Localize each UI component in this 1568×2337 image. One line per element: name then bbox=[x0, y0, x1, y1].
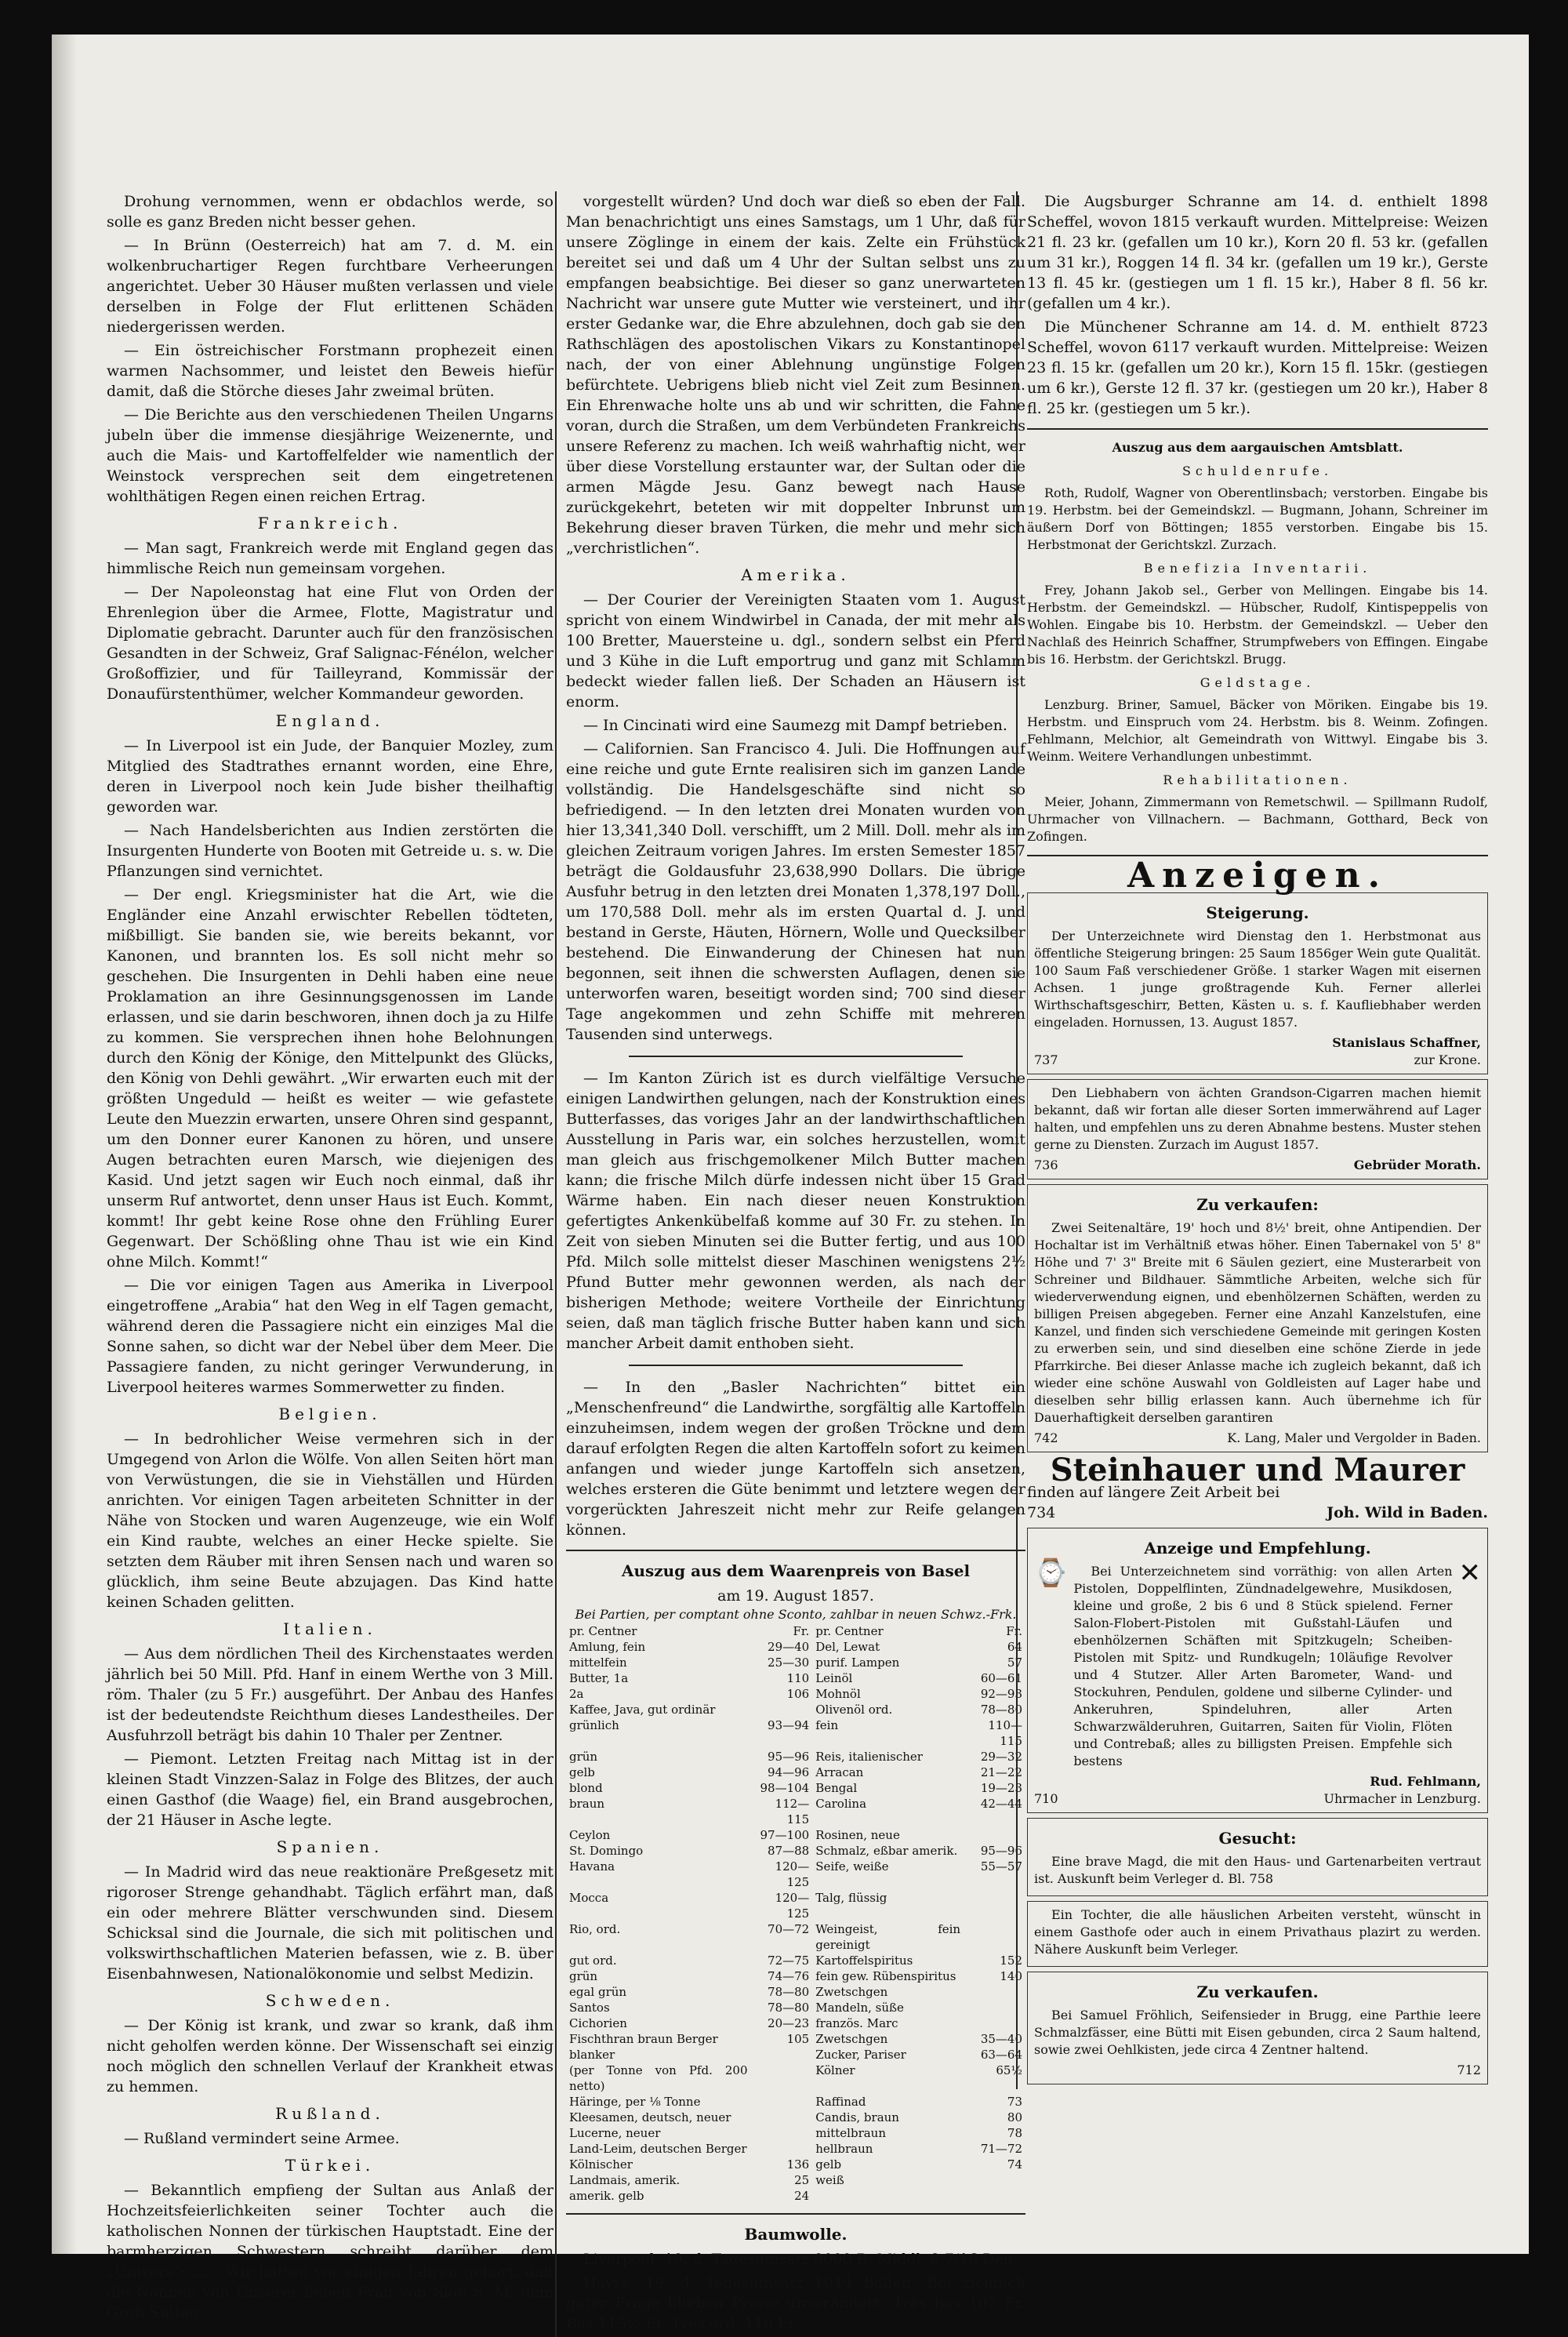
price-row bbox=[566, 1765, 1025, 1780]
price-row bbox=[566, 2047, 1025, 2063]
price-row bbox=[566, 2031, 1025, 2047]
article-paragraph: — In Brünn (Oesterreich) hat am 7. d. M. ein wolkenbruchartiger Regen furchtbare Verheerungen angerichtet. Ueber 30 Häuser mußten verlassen und viele derselben in Folge der Flut erlittenen Schäden niedergerissen werden. bbox=[107, 237, 554, 336]
price-row bbox=[566, 1827, 1025, 1843]
price-cell: weiß bbox=[815, 2173, 844, 2187]
price-table-body bbox=[566, 1639, 1025, 2204]
price-cell: Landmais, amerik. bbox=[569, 2173, 681, 2187]
price-cell: 71—72 bbox=[980, 2142, 1022, 2156]
price-cell: 78—80 bbox=[768, 1985, 810, 1999]
price-cell: 95—96 bbox=[768, 1750, 810, 1764]
price-cell: 64 bbox=[1007, 1640, 1022, 1654]
price-cell: 42—44 bbox=[980, 1797, 1022, 1811]
price-cell: 112—115 bbox=[775, 1797, 810, 1826]
price-cell: 78 bbox=[1007, 2126, 1022, 2140]
clock-icon: ⌚ bbox=[1034, 1557, 1068, 1589]
price-cell: Seife, weiße bbox=[815, 1859, 889, 1874]
price-row bbox=[566, 1968, 1025, 1984]
price-row bbox=[566, 1749, 1025, 1765]
price-cell: 97—100 bbox=[760, 1828, 810, 1842]
price-row bbox=[566, 2188, 1025, 2204]
price-cell: Zwetschgen bbox=[815, 1985, 888, 1999]
price-cell: Cichorien bbox=[569, 2016, 627, 2030]
price-cell: Santos bbox=[569, 2001, 610, 2015]
article-paragraph: — Ein östreichischer Forstmann prophezeit einen warmen Nachsommer, und leistet den Beweis hiefür damit, daß die Störche dieses Jahr zweimal brüten. bbox=[107, 342, 554, 400]
ad-number: 734 bbox=[1027, 1504, 1056, 1521]
section-heading-italien: Italien. bbox=[283, 1619, 377, 1638]
article-paragraph: — Die Berichte aus den verschiedenen Theilen Ungarns jubeln über die immense diesjährige Weizenernte, und auch die Mais- und Kartoffelfelder wie namentlich der Weinstock versprechen seit dem eingetretenen wohlthätigen Regen einen reichen Ertrag. bbox=[107, 406, 554, 505]
ad-title: Zu verkaufen: bbox=[1196, 1195, 1319, 1214]
ad-title: Gesucht: bbox=[1218, 1829, 1297, 1848]
price-row bbox=[566, 2172, 1025, 2188]
price-cell: 152 bbox=[1000, 1954, 1022, 1968]
notice-text: Frey, Johann Jakob sel., Gerber von Mellingen. Eingabe bis 14. Herbstm. der Gemeindskzl. — Hübscher, Rudolf, Kintispeppelis von Wohlen. Eingabe bis 10. Herbstm. der Gemeindskzl. — Ueber den Nachlaß des Heinrich Schaffner, Strumpfwebers von Effingen. Eingabe bis 16. Herbstm. der Gerichtskzl. Brugg. bbox=[1027, 583, 1488, 667]
price-cell bbox=[964, 2188, 1025, 2204]
price-cell: Rosinen, neue bbox=[815, 1828, 900, 1842]
price-cell: Mohnöl bbox=[815, 1687, 861, 1701]
price-cell: Land-Leim, deutschen Berger bbox=[569, 2142, 747, 2156]
price-cell: 78—80 bbox=[768, 2001, 810, 2015]
price-cell: Olivenöl ord. bbox=[815, 1703, 893, 1717]
section-heading-amerika: Amerika. bbox=[741, 565, 851, 584]
price-cell: 19—23 bbox=[980, 1781, 1022, 1795]
price-cell: braun bbox=[569, 1797, 605, 1811]
article-paragraph: — Nach Handelsberichten aus Indien zerstörten die Insurgenten Hunderte von Booten mit Getreide u. s. w. Die Pflanzungen sind vernichtet. bbox=[107, 822, 554, 880]
price-cell: Weingeist, fein gereinigt bbox=[815, 1922, 961, 1952]
price-cell: Mandeln, süße bbox=[815, 2001, 904, 2015]
ad-steigerung bbox=[1027, 892, 1488, 1074]
price-cell: Mocca bbox=[569, 1891, 609, 1905]
newspaper-page bbox=[52, 35, 1529, 2332]
price-cell: 29—40 bbox=[768, 1640, 810, 1654]
price-row bbox=[566, 1890, 1025, 1921]
subheading-rehabilitationen: Rehabilitationen. bbox=[1163, 772, 1352, 787]
market-report: Die Augsburger Schranne am 14. d. enthielt 1898 Scheffel, wovon 1815 verkauft wurden. Mittelpreise: Weizen 21 fl. 23 kr. (gefallen um 10 kr.), Korn 20 fl. 53 kr. (gefallen um 31 kr.), Roggen 14 fl. 34 kr. (gefallen um 19 kr.), Gerste 13 fl. 45 kr. (gestiegen um 1 fl. 15 kr.), Haber 8 fl. 56 kr. (gefallen um 4 kr.). bbox=[1027, 193, 1488, 312]
header-cell: Fr. bbox=[1006, 1624, 1022, 1638]
price-row bbox=[566, 1780, 1025, 1796]
price-cell: Carolina bbox=[815, 1797, 867, 1811]
price-cell: Talg, flüssig bbox=[815, 1891, 887, 1905]
anzeigen-heading: Anzeigen. bbox=[1127, 856, 1388, 896]
price-row bbox=[566, 1984, 1025, 2000]
price-cell: Kartoffelspiritus bbox=[815, 1954, 913, 1968]
section-heading-schweden: Schweden. bbox=[265, 1991, 395, 2010]
ad-signature: Joh. Wild in Baden. bbox=[1327, 1504, 1488, 1521]
article-paragraph: — Die vor einigen Tagen aus Amerika in Liverpool eingetroffene „Arabia“ hat den Weg in elf Tagen gemacht, während deren die Passagiere nicht ein einziges Mal die Sonne sahen, so dicht war der Nebel über dem Meer. Die Passagiere fanden, zu nicht geringer Verwunderung, in Liverpool heiteres warmes Sommerwetter zu finden. bbox=[107, 1277, 554, 1396]
price-cell: fein bbox=[815, 1718, 839, 1732]
ad-title: Steigerung. bbox=[1206, 903, 1309, 922]
section-heading-spanien: Spanien. bbox=[276, 1837, 384, 1856]
price-cell: 93—94 bbox=[768, 1718, 810, 1732]
price-cell: egal grün bbox=[569, 1985, 627, 1999]
ad-signature: Stanislaus Schaffner, bbox=[1332, 1035, 1481, 1050]
price-row bbox=[566, 1953, 1025, 1968]
ad-signature: Rud. Fehlmann, bbox=[1370, 1774, 1481, 1789]
ad-text: Ein Tochter, die alle häuslichen Arbeiten versteht, wünscht in einem Gasthofe oder auch in einem Privathaus plazirt zu werden. Nähere Auskunft beim Verleger. bbox=[1034, 1907, 1481, 1957]
divider bbox=[566, 1550, 1025, 1551]
subheading-benefizia: Benefizia Inventarii. bbox=[1143, 561, 1372, 576]
ad-text: Eine brave Magd, die mit den Haus- und Gartenarbeiten vertraut ist. Auskunft beim Verleger d. Bl. 758 bbox=[1034, 1854, 1481, 1886]
ad-title: Zu verkaufen. bbox=[1196, 1983, 1319, 2001]
price-cell: 74 bbox=[1007, 2157, 1022, 2172]
price-cell: Kölner bbox=[815, 2063, 855, 2077]
page-fold-shadow bbox=[52, 35, 77, 2254]
price-table bbox=[566, 1623, 1025, 2204]
ad-number: 737 bbox=[1034, 1052, 1058, 1067]
divider bbox=[566, 2213, 1025, 2215]
price-cell: Raffinad bbox=[815, 2095, 866, 2109]
price-list-subtitle: Bei Partien, per comptant ohne Sconto, zahlbar in neuen Schwz.-Frk. bbox=[575, 1607, 1017, 1622]
ad-text: Den Liebhabern von ächten Grandson-Cigarren machen hiemit bekannt, daß wir fortan alle dieser Sorten immerwährend auf Lager halten, und empfehlen uns zu deren Abnahme bestens. Muster stehen gerne zu Diensten. Zurzach im August 1857. bbox=[1034, 1085, 1481, 1152]
article-paragraph: — Californien. San Francisco 4. Juli. Die Hoffnungen auf eine reiche und gute Ernte realisiren sich im ganzen Lande vollständig. Die Handelsgeschäfte sind nicht so befriedigend. — In den letzten drei Monaten wurden von hier 13,341,340 Doll. verschifft, um 2 Mill. Doll. mehr als im gleichen Zeitraum vorigen Jahres. Im ersten Semester 1857 beträgt die Goldausfuhr 23,638,990 Dollars. Die übrige Ausfuhr betrug in den letzten drei Monaten 1,378,197 Doll., um 170,588 Doll. mehr als im ersten Quartal d. J. und bestand in Gerste, Häuten, Hörnern, Wolle und Quecksilber bestehend. Die Einwanderung der Chinesen hat nun begonnen, seit ihnen die schwersten Auflagen, denen sie unterworfen waren, beseitigt worden sind; 700 sind dieser Tage angekommen und zehn Schiffe mit mehreren Tausenden sind unterwegs. bbox=[566, 740, 1025, 1043]
article-paragraph: — In den „Basler Nachrichten“ bittet ein „Menschenfreund“ die Landwirthe, sorgfältig alle Kartoffeln einzuheimsen, indem wegen der großen Tröckne und dem darauf erfolgten Regen die alten Kartoffeln sofort zu keimen anfangen und wieder junge Kartoffeln sich ansetzen, welches ersteren die Güte benimmt und letztere wegen der vorgerückten Jahreszeit nicht mehr zur Reife gelangen können. bbox=[566, 1379, 1025, 1539]
price-cell: Amlung, fein bbox=[569, 1640, 646, 1654]
price-cell: 63—64 bbox=[980, 2048, 1022, 2062]
price-cell: gelb bbox=[815, 2157, 842, 2172]
price-cell: Lucerne, neuer bbox=[569, 2126, 661, 2140]
price-row bbox=[566, 2015, 1025, 2031]
divider bbox=[1027, 428, 1488, 430]
price-cell: 25 bbox=[794, 2173, 810, 2187]
price-cell: 120—125 bbox=[775, 1891, 810, 1921]
price-cell: 106 bbox=[786, 1687, 810, 1701]
subheading-schuldenrufe: Schuldenrufe. bbox=[1181, 463, 1334, 478]
section-heading-england: England. bbox=[275, 711, 385, 730]
ad-signature: K. Lang, Maler und Vergolder in Baden. bbox=[1227, 1430, 1481, 1445]
ad-signature: Gebrüder Morath. bbox=[1353, 1158, 1481, 1172]
price-cell: 57 bbox=[1007, 1656, 1022, 1670]
article-paragraph: — In Liverpool ist ein Jude, der Banquier Mozley, zum Mitglied des Stadtrathes ernannt worden, eine Ehre, deren in Liverpool noch kein Jude bisher theilhaftig geworden war. bbox=[107, 737, 554, 816]
price-cell: 73 bbox=[1007, 2095, 1022, 2109]
price-cell bbox=[751, 2047, 813, 2063]
price-cell: Candis, braun bbox=[815, 2110, 899, 2124]
price-row bbox=[566, 1921, 1025, 1953]
ad-footer bbox=[1034, 1790, 1481, 1808]
ad-tochter bbox=[1027, 1901, 1488, 1967]
ad-froehlich bbox=[1027, 1972, 1488, 2084]
price-row bbox=[566, 1670, 1025, 1686]
ad-number: 710 bbox=[1034, 1791, 1058, 1806]
price-cell: purif. Lampen bbox=[815, 1656, 900, 1670]
notice-text: Roth, Rudolf, Wagner von Oberentlinsbach; verstorben. Eingabe bis 19. Herbstm. bei der Gemeindskzl. — Bugmann, Johann, Schreiner im äußern Dorf von Böttingen; 1855 verstorben. Eingabe bis 15. Herbstmonat der Gerichtskzl. Zurzach. bbox=[1027, 485, 1488, 552]
price-cell: 136 bbox=[786, 2157, 810, 2172]
price-cell: Häringe, per ⅛ Tonne bbox=[569, 2095, 701, 2109]
price-cell: 70—72 bbox=[768, 1922, 810, 1936]
price-cell: Leinöl bbox=[815, 1671, 853, 1685]
price-cell: Rio, ord. bbox=[569, 1922, 621, 1936]
price-cell: Havana bbox=[569, 1859, 615, 1874]
ad-steinhauer-title: Steinhauer und Maurer bbox=[1050, 1452, 1465, 1488]
price-cell: 20—23 bbox=[768, 2016, 810, 2030]
price-cell: gelb bbox=[569, 1765, 595, 1779]
article-paragraph: vorgestellt würden? Und doch war dieß so eben der Fall. Man benachrichtigt uns eines Samstags, um 1 Uhr, daß für unsere Zöglinge in einem der kais. Zelte ein Frühstück bereitet sei und daß um 4 Uhr der Sultan selbst uns zu empfangen beabsichtige. Bei dieser so ganz unerwarteten Nachricht war unsere gute Mutter wie versteinert, und ihr erster Gedanke war, die Ehre abzulehnen, doch gab sie den Rathschlägen des apostolischen Vikars zu Konstantinopel nach, der von einer Ablehnung ungünstige Folgen befürchtete. Uebrigens blieb nicht viel Zeit zum Besinnen. Ein Ehrenwache holte uns ab und wir schritten, die Fahne voran, durch die Straßen, um dem Verbündeten Frankreichs unsere Referenz zu machen. Ich weiß wahrhaftig nicht, wer über diese Vorstellung erstaunter war, der Sultan oder die armen Mägde Jesu. Ganz bewegt nach Hause zurückgekehrt, beteten wir mit doppelter Inbrunst um Bekehrung dieser braven Türken, die mehr und mehr sich „verchristlichen“. bbox=[566, 193, 1025, 557]
price-cell: mittelfein bbox=[569, 1656, 627, 1670]
price-row bbox=[566, 2000, 1025, 2015]
header-cell: pr. Centner bbox=[815, 1624, 884, 1638]
ad-text: Bei Samuel Fröhlich, Seifensieder in Brugg, eine Parthie leere Schmalzfässer, eine Bütti mit Eisen gebunden, circa 2 Saum haltend, sowie zwei Oehlkisten, jede circa 4 Zentner haltend. bbox=[1034, 2008, 1481, 2057]
price-cell: Ceylon bbox=[569, 1828, 611, 1842]
price-cell: Kaffee, Java, gut ordinär bbox=[569, 1703, 716, 1717]
price-cell: 74—76 bbox=[768, 1969, 810, 1983]
ad-footer bbox=[1034, 1430, 1481, 1447]
price-cell bbox=[751, 2110, 813, 2125]
price-cell: fein gew. Rübenspiritus bbox=[815, 1969, 956, 1983]
price-row bbox=[566, 1859, 1025, 1890]
price-cell: Kölnischer bbox=[569, 2157, 633, 2172]
amtsblatt-heading: Auszug aus dem aargauischen Amtsblatt. bbox=[1112, 440, 1403, 455]
price-row bbox=[566, 2110, 1025, 2125]
notice-text: Meier, Johann, Zimmermann von Remetschwil. — Spillmann Rudolf, Uhrmacher von Villnachern. — Bachmann, Gotthard, Beck von Zofingen. bbox=[1027, 794, 1488, 844]
price-cell: blond bbox=[569, 1781, 603, 1795]
price-cell: 110 bbox=[786, 1671, 810, 1685]
price-cell: 94—96 bbox=[768, 1765, 810, 1779]
price-cell: 24 bbox=[794, 2189, 810, 2203]
price-cell bbox=[751, 2141, 813, 2157]
price-cell: 25—30 bbox=[768, 1656, 810, 1670]
price-cell: Schmalz, eßbar amerik. bbox=[815, 1844, 958, 1858]
price-cell: Kleesamen, deutsch, neuer bbox=[569, 2110, 731, 2124]
price-cell: 21—22 bbox=[980, 1765, 1022, 1779]
price-row bbox=[566, 1686, 1025, 1702]
price-cell: (per Tonne von Pfd. 200 netto) bbox=[569, 2063, 748, 2093]
price-cell: 140 bbox=[1000, 1969, 1022, 1983]
article-paragraph: — Im Kanton Zürich ist es durch vielfältige Versuche einigen Landwirthen gelungen, nach der Konstruktion eines Butterfasses, das voriges Jahr an der landwirthschaftlichen Ausstellung in Paris war, ein solches herzustellen, womit man gleich aus frischgemolkener Milch Butter machen kann; die frische Milch dürfe indessen nicht über 15 Grad Wärme haben. Ein nach dieser neuen Konstruktion gefertigtes Ankenkübelfaß komme auf 30 Fr. zu stehen. In Zeit von sieben Minuten sei die Butter fertig, und aus 100 Pfd. Milch solle mittelst dieser Maschinen wenigstens 2½ Pfund Butter mehr gewonnen werden, als nach der bisherigen Methode; weitere Vortheile der Einrichtung seien, daß man täglich frische Butter haben kann und sich mancher Arbeit damit enthoben sieht. bbox=[566, 1070, 1025, 1352]
ad-text: finden auf längere Zeit Arbeit bei bbox=[1027, 1484, 1280, 1501]
price-list-date: am 19. August 1857. bbox=[717, 1587, 874, 1605]
price-table-header bbox=[566, 1623, 1025, 1639]
price-cell: 55—57 bbox=[980, 1859, 1022, 1874]
ad-gesucht bbox=[1027, 1818, 1488, 1896]
section-heading-frankreich: Frankreich. bbox=[257, 514, 403, 532]
price-row bbox=[566, 2094, 1025, 2110]
ad-number: 736 bbox=[1034, 1158, 1058, 1172]
price-cell: Del, Lewat bbox=[815, 1640, 880, 1654]
price-cell: grünlich bbox=[569, 1718, 619, 1732]
ad-footer bbox=[1034, 1052, 1481, 1069]
price-cell: blanker bbox=[569, 2048, 615, 2062]
notice-text: Lenzburg. Briner, Samuel, Bäcker von Möriken. Eingabe bis 19. Herbstm. und Einspruch vom 24. Herbstm. bis 8. Weinm. Zofingen. Fehlmann, Melchior, alt Gemeindrath von Wittwyl. Eingabe bis 3. Weinm. Weitere Verhandlungen unbestimmt. bbox=[1027, 697, 1488, 764]
price-row bbox=[566, 1655, 1025, 1670]
article-paragraph: Drohung vernommen, wenn er obdachlos werde, so solle es ganz Breden nicht besser gehen. bbox=[107, 193, 554, 231]
price-cell: 95—96 bbox=[980, 1844, 1022, 1858]
price-cell: 92—93 bbox=[980, 1687, 1022, 1701]
cotton-line: Liverpool, 19. d. Tagesumsatz 9000 B. Middl. 8 7/16 Den. bbox=[583, 2251, 1018, 2268]
price-cell: gut ord. bbox=[569, 1954, 617, 1968]
price-cell: grün bbox=[569, 1969, 598, 1983]
crossed-pistols-icon: ✕ bbox=[1458, 1557, 1481, 1589]
price-row bbox=[566, 2125, 1025, 2141]
price-cell: hellbraun bbox=[815, 2142, 873, 2156]
article-paragraph: — Bekanntlich empfieng der Sultan aus Anlaß der Hochzeitsfeierlichkeiten seiner Tochter auch die katholischen Nonnen der türkischen Hauptstadt. Eine der barmherzigen Schwestern schreibt darüber dem „Univers“: „.... Wir hatten vor einigen Jahren gehört, daß die Nonnen von Unserer lieben Frau von Sion S. M. dem Groß-Sultan bbox=[107, 2182, 554, 2321]
article-paragraph: — Der Napoleonstag hat eine Flut von Orden der Ehrenlegion über die Armee, Flotte, Magistratur und Diplomatie gebracht. Darunter auch für den französischen Gesandten in der Schweiz, Graf Salignac-Fénélon, welcher Großoffizier, und für Tailleyrand, Kommissär der Donaufürstenthümer, welcher Kommandeur geworden. bbox=[107, 583, 554, 703]
ad-fehlmann bbox=[1027, 1528, 1488, 1813]
article-paragraph: — Der engl. Kriegsminister hat die Art, wie die Engländer eine Anzahl erwischter Rebellen tödteten, mißbilligt. Sie banden sie, wie bereits bekannt, vor Kanonen, und brannten los. Es soll nicht mehr so geschehen. Die Insurgenten in Dehli haben eine neue Proklamation an ihre Gesinnungsgenossen im Lande erlassen, und sie darin beschworen, ihnen doch ja zu Hilfe zu kommen. Sie versprechen ihnen hohe Belohnungen durch den König der Könige, den Mittelpunkt des Glücks, den König von Dehli gewährt. „Wir erwarten euch mit der größten Ungeduld — heißt es weiter — wie gefastete Leute den Muezzin erwarten, unsere Ohren sind gespannt, um den Donner eurer Kanonen zu hören, und unsere Augen betrachten euren Marsch, wie diejenigen des Kasid. Und jetzt sagen wir Euch noch einmal, daß ihr unserm Ruf antwortet, denn unser Haus ist Euch. Kommt, kommt! Ihr gebt keine Rose ohne den Frühling Eurer Gegenwart. Der Schößling ohne Thau ist wie ein Kind ohne Milch. Kommt!“ bbox=[107, 886, 554, 1270]
article-paragraph: — Der Courier der Vereinigten Staaten vom 1. August spricht von einem Windwirbel in Canada, der mit mehr als 100 Bretter, Mauersteine u. dgl., sondern selbst ein Pferd und 3 Kühe in die Luft emportrug und ganz mit Schlamm bedeckt wieder fallen ließ. Der Schaden an Häusern ist enorm. bbox=[566, 591, 1025, 711]
price-row bbox=[566, 2141, 1025, 2157]
article-paragraph: — In bedrohlicher Weise vermehren sich in der Umgegend von Arlon die Wölfe. Von allen Seiten hört man von Verwüstungen, die sie in Viehställen und Hürden anrichten. Vor einigen Tagen arbeiteten Schnitter in der Nähe von Stocken und waren Augenzeuge, wie ein Wolf ein Kind raubte, welches an einer Hecke spielte. Sie setzten dem Räuber mit ihren Sensen nach und waren so glücklich, ihm seine Beute abzujagen. Das Kind hatte keinen Schaden gelitten. bbox=[107, 1430, 554, 1611]
subheading-geldstage: Geldstage. bbox=[1200, 675, 1316, 690]
price-cell bbox=[751, 2063, 813, 2094]
section-heading-tuerkei: Türkei. bbox=[285, 2156, 376, 2175]
column-3 bbox=[1016, 191, 1488, 2089]
divider bbox=[629, 1365, 963, 1366]
price-cell: Arracan bbox=[815, 1765, 864, 1779]
price-cell: 120—125 bbox=[775, 1859, 810, 1889]
price-cell: St. Domingo bbox=[569, 1844, 644, 1858]
ad-title: Anzeige und Empfehlung. bbox=[1144, 1539, 1371, 1557]
cotton-title: Baumwolle. bbox=[744, 2225, 848, 2244]
article-paragraph: — In Madrid wird das neue reaktionäre Preßgesetz mit rigoroser Strenge gehandhabt. Täglich erfährt man, daß ein oder mehrere Blätter verschwunden sind. Diesem Schicksal sind die Journale, die sich mit politischen und volkswirthschaftlichen Materien befassen, wie z. B. über Eisenbahnwesen, Nationalökonomie und selbst Medizin. bbox=[107, 1863, 554, 1983]
article-paragraph: — In Cincinati wird eine Saumezg mit Dampf betrieben. bbox=[583, 717, 1007, 734]
price-cell: 105 bbox=[786, 2032, 810, 2046]
price-cell: 72—75 bbox=[768, 1954, 810, 1968]
price-cell: 78—80 bbox=[980, 1703, 1022, 1717]
price-cell bbox=[812, 2188, 964, 2204]
article-paragraph: — Der König ist krank, und zwar so krank, daß ihm nicht geholfen werden könne. Der Wissenschaft sei einzig noch möglich den schnellen Verlauf der Krankheit etwas zu hemmen. bbox=[107, 2017, 554, 2095]
price-row bbox=[566, 1843, 1025, 1859]
price-cell: grün bbox=[569, 1750, 598, 1764]
article-paragraph: — Rußland vermindert seine Armee. bbox=[124, 2130, 400, 2147]
divider bbox=[629, 1056, 963, 1057]
price-cell: Zucker, Pariser bbox=[815, 2048, 906, 2062]
price-cell: 60—61 bbox=[980, 1671, 1022, 1685]
ad-text: Der Unterzeichnete wird Dienstag den 1. Herbstmonat aus öffentliche Steigerung bringen: 25 Saum 1856ger Wein gute Qualität. 100 Saum Faß verschiedener Größe. 1 starker Wagen mit eisernen Achsen. 1 junge großtragende Kuh. Ferner allerlei Wirthschaftsgeschirr, Betten, Kästen u. s. f. Kaufliebhaber werden eingeladen. Hornussen, 13. August 1857. bbox=[1034, 929, 1481, 1030]
price-cell bbox=[751, 1702, 813, 1717]
price-cell: 29—32 bbox=[980, 1750, 1022, 1764]
column-1 bbox=[107, 191, 554, 2326]
ad-signature-sub: zur Krone. bbox=[1414, 1052, 1481, 1067]
price-cell: französ. Marc bbox=[815, 2016, 898, 2030]
header-cell: pr. Centner bbox=[569, 1624, 637, 1638]
article-paragraph: — Piemont. Letzten Freitag nach Mittag ist in der kleinen Stadt Vinzzen-Salaz in Folge des Blitzes, der auch einen Gasthof (die Waage) fiel, ein Brand ausgebrochen, der 21 Häuser in Asche legte. bbox=[107, 1750, 554, 1829]
section-heading-belgien: Belgien. bbox=[278, 1405, 382, 1423]
price-cell: Reis, italienischer bbox=[815, 1750, 923, 1764]
ad-body bbox=[1034, 1557, 1481, 1773]
cotton-line: Havre, 19. d. Tagesumsatz 1044 Ballen. Bei ziemlich guter Frage blieben Preise unverändert. Très bas 107 Fr. Bas 115½ Fr. Très ord. 118 Fr. bbox=[566, 2274, 1025, 2332]
price-cell bbox=[964, 2172, 1025, 2188]
price-cell: 2a bbox=[569, 1687, 584, 1701]
price-row bbox=[566, 1796, 1025, 1827]
price-row bbox=[566, 2063, 1025, 2094]
price-row bbox=[566, 1639, 1025, 1655]
market-report: Die Münchener Schranne am 14. d. M. enthielt 8723 Scheffel, wovon 6117 verkauft wurden. Mittelpreise: Weizen 23 fl. 15 kr. (gefallen um 20 kr.), Korn 15 fl. 15kr. (gestiegen um 6 kr.), Gerste 12 fl. 37 kr. (gestiegen um 20 kr.), Haber 8 fl. 25 kr. (gestiegen um 5 kr.). bbox=[1027, 318, 1488, 417]
price-list-title: Auszug aus dem Waarenpreis von Basel bbox=[621, 1561, 971, 1580]
price-cell: 98—104 bbox=[760, 1781, 810, 1795]
price-cell: Butter, 1a bbox=[569, 1671, 629, 1685]
price-cell: 87—88 bbox=[768, 1844, 810, 1858]
header-cell: Fr. bbox=[793, 1624, 810, 1638]
price-cell: 65½ bbox=[996, 2063, 1022, 2077]
ad-number: 742 bbox=[1034, 1430, 1058, 1445]
ad-text: Bei Unterzeichnetem sind vorräthig: von allen Arten Pistolen, Doppelflinten, Zündnadelgewehre, Musikdosen, kleine und große, 2 bis 6 und 8 Stück spielend. Ferner Salon-Flobert-Pistolen mit Gußstahl-Läufen und ebenhölzernen Schäften mit Spitzkugeln; Scheiben-Pistolen mit Spitz- und Rundkugeln; 10läufige Revolver und 4 Stutzer. Aller Arten Barometer, Wand- und Stockuhren, Pendulen, goldene und silberne Cylinder- und Ankeruhren, Spindeluhren, aller Arten Schwarzwälderuhren, Guitarren, Saiten für Violin, Flöten und Contrebaß; alles zu billigsten Preisen. Empfehle sich bestens bbox=[1073, 1564, 1453, 1768]
ad-text: Zwei Seitenaltäre, 19' hoch und 8½' breit, ohne Antipendien. Der Hochaltar ist im Verhältniß etwas höher. Einen Tabernakel von 5' 8" Höhe und 7' 3" Breite mit 6 Säulen geziert, eine Musterarbeit von Schreiner und Bildhauer. Sämmtliche Arbeiten, welche sich für wiederverwendung eignen, und ebenhölzernen Schäften, werden zu billigen Preisen abgegeben. Ferner eine Anzahl Kanzelstufen, eine Kanzel, und finden sich verschiedene Gemeinde mit geringen Kosten zu erwerben sein, und sind dieselben eine schöne Zierde in jede Pfarrkirche. Bei dieser Anlasse mache ich zugleich bekannt, daß ich wieder eine schöne Auswahl von Goldleisten auf Lager habe und dieselben sehr billig erlassen kann. Auch übernehme ich für Dauerhaftigkeit derselben garantiren bbox=[1034, 1220, 1481, 1425]
price-cell: 110—115 bbox=[988, 1718, 1022, 1748]
column-2 bbox=[555, 191, 1025, 2337]
ad-altaere bbox=[1027, 1184, 1488, 1452]
price-cell: 35—40 bbox=[980, 2032, 1022, 2046]
article-paragraph: — Man sagt, Frankreich werde mit England gegen das himmlische Reich nun gemeinsam vorgehen. bbox=[107, 540, 554, 577]
price-row bbox=[566, 1702, 1025, 1717]
price-cell: Fischthran braun Berger bbox=[569, 2032, 718, 2046]
price-row bbox=[566, 1717, 1025, 1749]
price-cell: amerik. gelb bbox=[569, 2189, 644, 2203]
price-cell: mittelbraun bbox=[815, 2126, 887, 2140]
price-cell bbox=[751, 2094, 813, 2110]
article-paragraph: — Aus dem nördlichen Theil des Kirchenstaates werden jährlich bei 50 Mill. Pfd. Hanf in einem Werthe von 3 Mill. röm. Thaler (zu 5 Fr.) ausgeführt. Der Anbau des Hanfes ist der bedeutendste Reichthum dieses Landestheiles. Der Ausfuhrzoll beträgt bis dahin 10 Thaler per Zentner. bbox=[107, 1645, 554, 1744]
price-cell: Bengal bbox=[815, 1781, 858, 1795]
price-cell bbox=[751, 2125, 813, 2141]
ad-cigarren bbox=[1027, 1079, 1488, 1179]
ad-signature-sub: Uhrmacher in Lenzburg. bbox=[1323, 1791, 1481, 1806]
price-row bbox=[566, 2157, 1025, 2172]
price-cell: Zwetschgen bbox=[815, 2032, 888, 2046]
ad-footer bbox=[1034, 1157, 1481, 1174]
price-cell: 80 bbox=[1007, 2110, 1022, 2124]
ad-number: 712 bbox=[1457, 2063, 1481, 2077]
section-heading-russland: Rußland. bbox=[275, 2104, 385, 2123]
ad-steinhauer-footer bbox=[1027, 1503, 1488, 1523]
